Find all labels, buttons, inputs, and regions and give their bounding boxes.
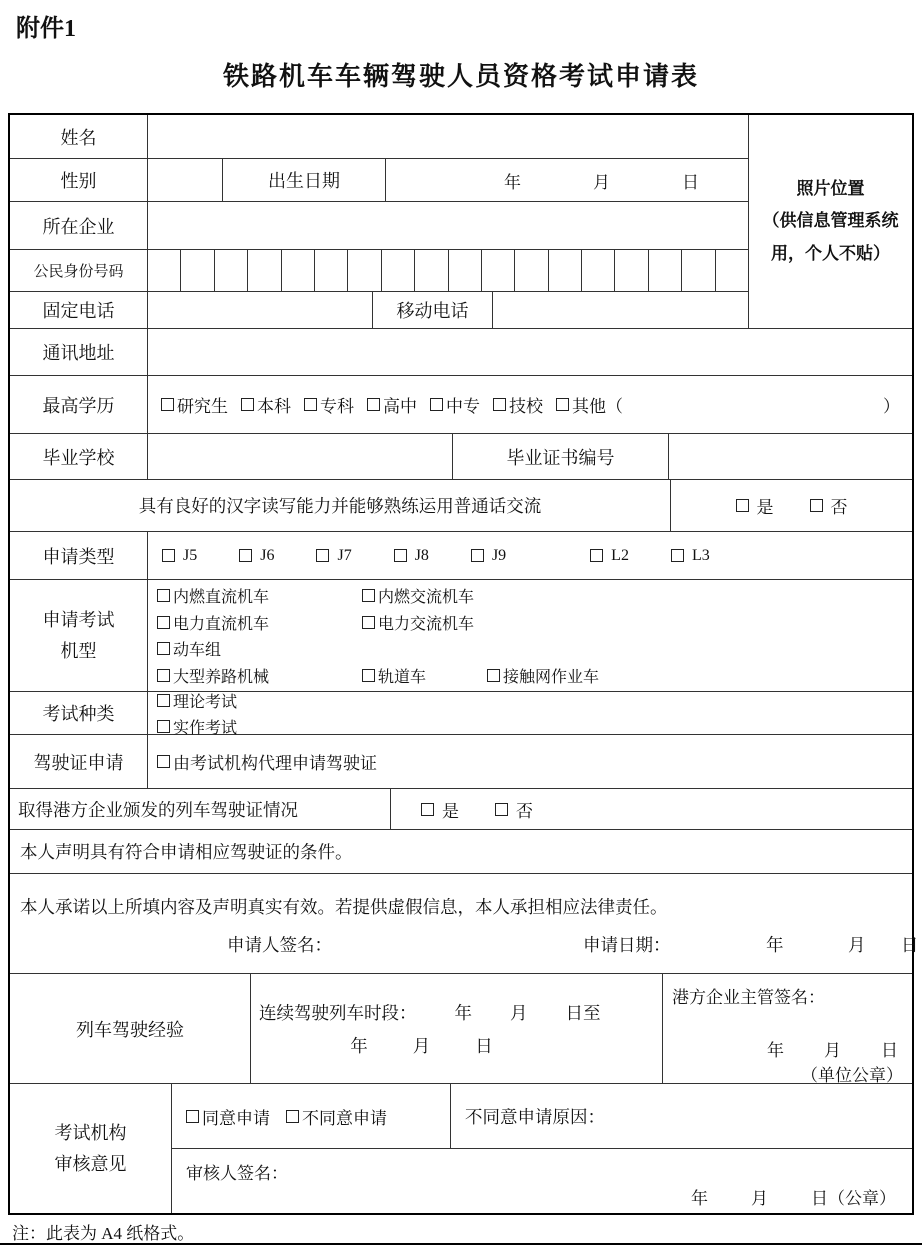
checkbox-icon [157,616,170,629]
review-label [10,1084,172,1213]
option-label: 理论考试 [173,693,238,711]
checkbox-icon [157,642,170,655]
supervisor-date-line [663,1036,912,1061]
exam-model-label-line2: 机型 [60,640,97,661]
experience-period-cell [251,974,663,1083]
id-digit-box [248,250,281,291]
education-label: 最高学历 [10,376,148,433]
checkbox-icon [394,549,407,562]
model-option [157,664,362,687]
checkbox-icon [421,803,434,816]
row-name [10,115,748,159]
month-placeholder: 月 [751,1189,768,1208]
to-label: 至 [583,1002,601,1023]
id-digit-box [515,250,548,291]
model-option [487,664,599,687]
apply-date-label: 申请日期： [583,935,671,955]
attachment-label: 附件1 [16,16,76,42]
row-phones [10,292,748,328]
id-digit-box [449,250,482,291]
apply-type-option [316,547,351,565]
apply-type-option [590,547,629,565]
day-placeholder: 日 [475,1035,493,1056]
id-digit-box [682,250,715,291]
no-option [810,493,848,518]
exam-kind-options [148,692,912,737]
education-other-close-paren: ） [883,397,900,416]
applicant-sign-label: 申请人签名： [227,935,332,955]
option-label: 本科 [257,397,291,416]
checkbox-icon [162,549,175,562]
supervisor-sign-label: 港方企业主管签名： [672,988,825,1007]
exam-kind-option [157,689,237,712]
option-label: 否 [830,498,848,517]
address-label: 通讯地址 [10,329,148,375]
disagree-option [286,1104,387,1129]
option-label: 接触网作业车 [503,669,600,687]
birth-label: 出生日期 [223,159,386,201]
option-label: 内燃交流机车 [378,588,475,606]
checkbox-icon [316,549,329,562]
checkbox-icon [157,694,170,707]
year-placeholder: 年 [454,1002,472,1023]
yes-option [736,493,774,518]
option-label: J7 [337,546,352,564]
option-label: 实作考试 [173,719,238,737]
period-line2 [251,1033,662,1058]
id-digit-box [649,250,682,291]
seal-label: （公章） [828,1189,896,1208]
education-options [148,376,912,433]
option-label: 中专 [446,397,480,416]
option-label: J9 [491,546,507,564]
id-digit-box [415,250,448,291]
checkbox-icon [430,398,443,411]
option-label: 同意申请 [202,1108,270,1128]
name-value-cell [148,115,748,158]
company-label: 所在企业 [10,202,148,249]
day-seal [811,1184,896,1209]
checkbox-icon [362,589,375,602]
reviewer-sign-label: 审核人签名： [186,1164,288,1183]
no-option [495,797,533,822]
education-option [367,392,417,417]
mobile-label: 移动电话 [373,292,493,328]
day-to [566,1000,601,1025]
checkbox-icon [157,669,170,682]
page-title: 铁路机车车辆驾驶人员资格考试申请表 [222,61,699,91]
id-digit-box [282,250,315,291]
checkbox-icon [487,669,500,682]
birth-value-cell [386,159,748,201]
education-option-other [556,392,623,417]
id-digit-box [315,250,348,291]
id-digit-box [482,250,515,291]
model-option [157,611,362,634]
diploma-no-label: 毕业证书编号 [453,434,669,479]
checkbox-icon [241,398,254,411]
option-label: 是 [442,801,459,821]
month-placeholder: 月 [510,1002,528,1023]
row-promise [10,874,919,974]
apply-type-option [394,547,429,565]
option-label: 动车组 [173,642,222,660]
license-option [157,749,377,774]
checkbox-icon [590,549,603,562]
period-line1 [251,1000,662,1025]
promise-statement: 本人承诺以上所填内容及声明真实有效。若提供虚假信息，本人承担相应法律责任。 [20,897,668,917]
id-number-boxes [148,250,748,291]
option-label: 专科 [320,397,354,416]
hk-supervisor-cell [663,974,912,1083]
day-placeholder: 日 [565,1002,583,1023]
option-label: 电力直流机车 [173,615,270,633]
agree-option [186,1104,270,1129]
apply-type-options [148,532,912,579]
landline-value-cell [148,292,373,328]
exam-model-line [157,609,912,636]
disagree-reason-label: 不同意申请原因： [465,1106,605,1127]
apply-type-option [162,547,197,565]
photo-cell [749,115,912,328]
id-digit-box [181,250,214,291]
row-hk-license [10,789,912,830]
id-digit-box [215,250,248,291]
row-address [10,329,912,376]
option-label: 大型养路机械 [173,669,270,687]
row-declaration [10,830,912,874]
checkbox-icon [471,549,484,562]
page-bottom-rule [0,1243,922,1245]
model-option [362,611,474,634]
gender-label: 性别 [10,159,148,201]
checkbox-icon [157,589,170,602]
id-digit-box [148,250,181,291]
exam-model-line [157,636,912,663]
checkbox-icon [304,398,317,411]
top-row-group [10,115,912,329]
option-label: 高中 [383,397,417,416]
year-placeholder: 年 [350,1035,368,1056]
license-apply-options [148,735,912,788]
day-placeholder: 日 [881,1041,898,1060]
checkbox-icon [286,1110,299,1123]
mobile-value-cell [493,292,748,328]
option-label: L2 [611,546,629,564]
apply-type-label: 申请类型 [10,532,148,579]
checkbox-icon [161,398,174,411]
education-option [493,392,543,417]
experience-label: 列车驾驶经验 [10,974,251,1083]
id-digit-box [615,250,648,291]
application-form-table [8,113,919,1215]
option-label: 轨道车 [378,669,427,687]
period-label: 连续驾驶列车时段： [259,1002,417,1023]
option-label: 由考试机构代理申请驾驶证 [173,754,377,773]
apply-type-option [471,547,506,565]
exam-model-label-line1: 申请考试 [42,609,115,630]
literacy-yes-no [671,480,912,531]
checkbox-icon [810,499,823,512]
row-exam-model [10,580,912,692]
declaration-statement: 本人声明具有符合申请相应驾驶证的条件。 [20,842,353,862]
review-subrow-options [172,1084,912,1149]
option-label: 电力交流机车 [378,615,475,633]
model-option [157,637,221,660]
row-gender-birth [10,159,748,202]
month-placeholder: 月 [593,172,610,192]
month-placeholder: 月 [412,1035,431,1056]
row-id-number [10,250,748,292]
checkbox-icon [736,499,749,512]
checkbox-icon [239,549,252,562]
school-label: 毕业学校 [10,434,148,479]
license-apply-label: 驾驶证申请 [10,735,148,788]
row-experience [10,974,912,1084]
checkbox-icon [362,616,375,629]
option-label: L3 [691,546,710,564]
apply-type-option [239,547,274,565]
hk-license-statement: 取得港方企业颁发的列车驾驶证情况 [10,789,391,829]
exam-model-line [157,582,912,609]
row-literacy [10,480,912,532]
company-value-cell [148,202,748,249]
option-label: 技校 [509,397,543,416]
option-label: 否 [516,801,533,821]
checkbox-icon [495,803,508,816]
literacy-statement: 具有良好的汉字读写能力并能够熟练运用普通话交流 [10,480,671,531]
landline-label: 固定电话 [10,292,148,328]
option-label: 研究生 [177,397,228,416]
option-label: 是 [756,498,774,517]
option-label: J8 [414,546,429,564]
option-label: 不同意申请 [302,1108,387,1128]
year-placeholder: 年 [504,172,521,192]
checkbox-icon [671,549,684,562]
review-subrow-signature [172,1149,912,1221]
row-license-apply [10,735,912,789]
id-digit-box [382,250,415,291]
review-right-region [172,1084,912,1213]
address-value-cell [148,329,912,375]
day-placeholder: 日 [682,172,699,192]
row-company [10,202,748,250]
id-digit-box [348,250,381,291]
hk-license-yes-no [391,789,912,829]
diploma-no-value-cell [669,434,912,479]
name-label: 姓名 [10,115,148,158]
row-apply-type [10,532,912,580]
yes-option [421,797,459,822]
id-digit-box [582,250,615,291]
model-option [362,584,474,607]
unit-seal-label: （单位公章） [801,1066,903,1085]
row-education [10,376,912,434]
day-placeholder: 日 [901,935,919,955]
model-option [362,664,487,687]
checkbox-icon [556,398,569,411]
model-option [157,584,362,607]
day-placeholder: 日 [811,1189,828,1208]
exam-kind-label: 考试种类 [10,692,148,734]
apply-type-option [671,547,710,565]
education-option [430,392,480,417]
review-options [172,1084,451,1148]
gender-value-cell [148,159,223,201]
month-placeholder: 月 [824,1041,841,1060]
review-label-line2: 审核意见 [54,1153,127,1174]
checkbox-icon [157,755,170,768]
review-label-line1: 考试机构 [54,1122,127,1143]
checkbox-icon [493,398,506,411]
year-placeholder: 年 [767,1041,784,1060]
checkbox-icon [362,669,375,682]
school-value-cell [148,434,453,479]
exam-model-options [148,580,912,691]
education-option [304,392,354,417]
top-left-columns [10,115,749,328]
row-exam-kind [10,692,912,735]
exam-model-label [10,580,148,691]
photo-note: （供信息管理系统用，个人不贴） [762,211,899,263]
option-label: J6 [260,546,275,564]
review-date-line [172,1184,912,1221]
id-digit-box [716,250,748,291]
row-school [10,434,912,480]
exam-model-line [157,662,912,689]
id-digit-box [549,250,582,291]
checkbox-icon [186,1110,199,1123]
id-number-label: 公民身份号码 [10,250,148,291]
photo-title: 照片位置 [796,179,865,199]
row-review [10,1084,912,1213]
option-label: 其他（ [572,397,623,416]
year-placeholder: 年 [766,935,784,955]
education-option [241,392,291,417]
footnote: 注：此表为 A4 纸格式。 [12,1224,195,1243]
checkbox-icon [157,720,170,733]
education-option [161,392,228,417]
year-placeholder: 年 [691,1189,708,1208]
option-label: 内燃直流机车 [173,588,270,606]
checkbox-icon [367,398,380,411]
option-label: J5 [183,546,198,564]
month-placeholder: 月 [848,935,866,955]
